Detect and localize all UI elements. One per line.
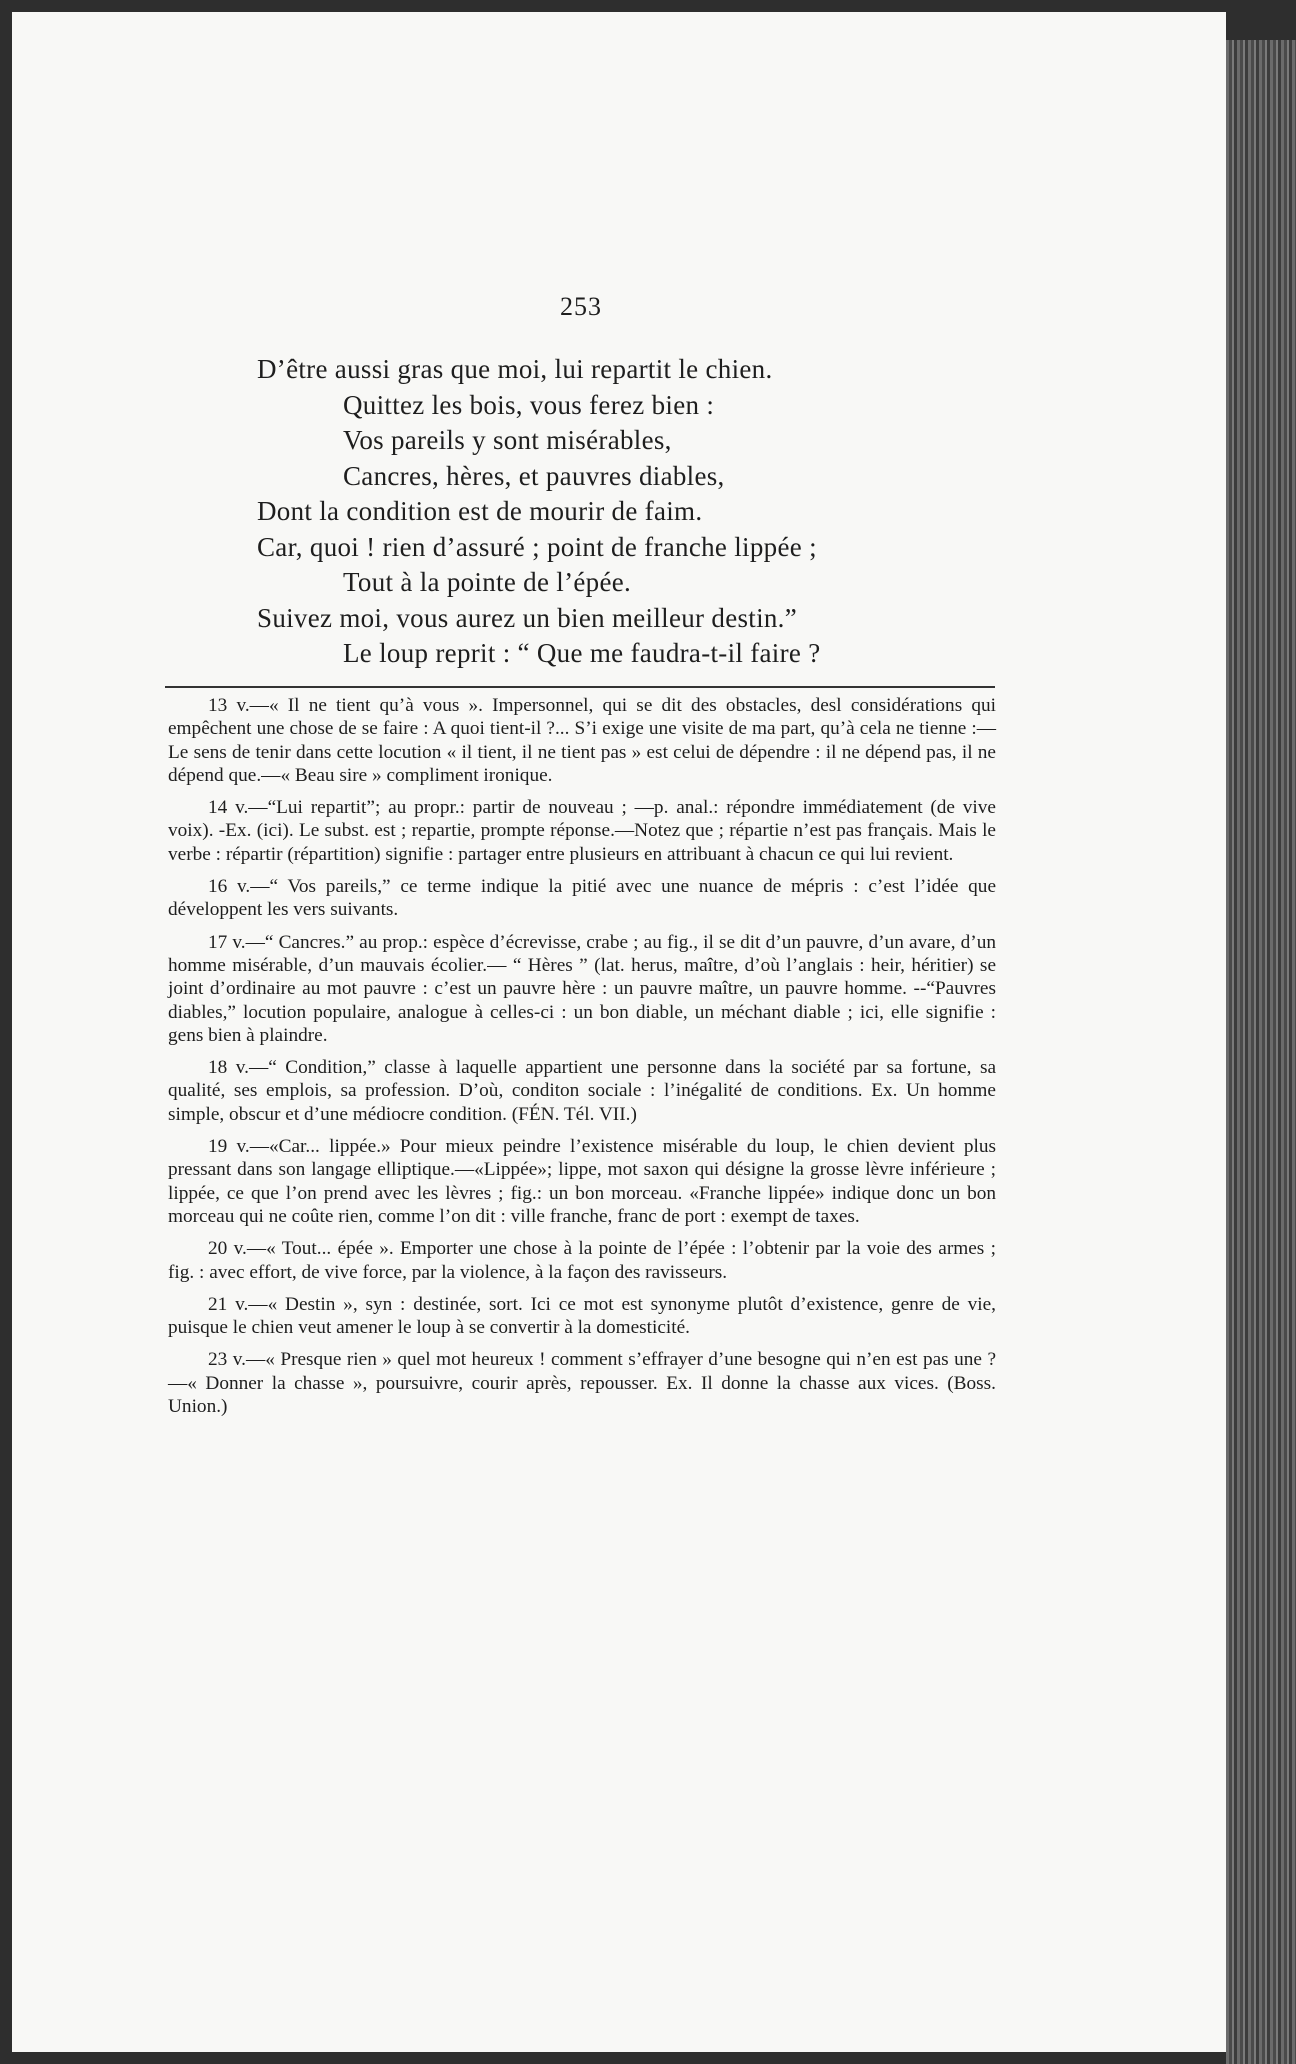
poem-line: Suivez moi, vous aurez un bien meilleur destin.” [257, 602, 798, 633]
footnote: 20 v.—« Tout... épée ». Emporter une chose à la pointe de l’épée : l’obtenir par la voie des armes ; fig. : avec effort, de vive force, par la violence, à la façon des ravisseurs. [168, 1238, 996, 1283]
poem-line: D’être aussi gras que moi, lui repartit le chien. [257, 354, 773, 384]
poem-line: Quittez les bois, vous ferez bien : [343, 389, 715, 420]
footnote: 21 v.—« Destin », syn : destinée, sort. Ici ce mot est synonyme plutôt d’existence, genre de vie, puisque le chien veut amener le loup à se convertir à la domesticité. [168, 1293, 996, 1339]
poem-line: Cancres, hères, et pauvres diables, [343, 460, 725, 491]
poem-line: Tout à la pointe de l’épée. [343, 567, 632, 597]
poem-line: Car, quoi ! rien d’assuré ; point de franche lippée ; [257, 531, 817, 562]
footnote: 16 v.—“ Vos pareils,” ce terme indique la pitié avec une nuance de mépris : c’est l’idée que développent les vers suivants. [168, 876, 996, 921]
footnote: 19 v.—«Car... lippée.» Pour mieux peindre l’existence misérable du loup, le chien devient plus pressant dans son langage elliptique.—«Lippée»; lippe, mot saxon qui désigne la grosse lèvre inférieure ; lippée, ce que l’on prend avec les lèvres ; fig.: un bon morceau. «Franche lippée» indique donc un bon morceau qui ne coûte rien, comme l’on dit : ville franche, franc de port : exempt de taxes. [168, 1136, 996, 1227]
footnote: 23 v.—« Presque rien » quel mot heureux ! comment s’effrayer d’une besogne qui n’en est pas une ?—« Donner la chasse », poursuivre, courir après, repousser. Ex. Il donne la chasse aux vices. (Boss. Union.) [168, 1349, 996, 1418]
footnote: 13 v.—« Il ne tient qu’à vous ». Impersonnel, qui se dit des obstacles, desl considérations qui empêchent une chose de se faire : A quoi tient-il ?... S’i exige une visite de ma part, qu’à cela ne tienne :—Le sens de tenir dans cette locution « il tient, il ne tient pas » est celui de dépendre : il ne dépend pas, il ne dépend que.—« Beau sire » compliment ironique. [168, 695, 996, 786]
page-number: 253 [560, 292, 602, 321]
footnotes [168, 686, 996, 1427]
poem-line: Dont la condition est de mourir de faim. [257, 496, 703, 526]
footnote: 17 v.—“ Cancres.” au prop.: espèce d’écrevisse, crabe ; au fig., il se dit d’un pauvre, d’un avare, d’un homme misérable, d’un mauvais écolier.— “ Hères ” (lat. herus, maître, d’où l’anglais : heir, héritier) se joint d’ordinaire au mot pauvre : c’est un pauvre hère : un pauvre maître, un pauvre homme. --“Pauvres diables,” locution populaire, analogue à celles-ci : un bon diable, un méchant diable ; ici, elle signifie : gens bien à plaindre. [168, 931, 996, 1046]
poem-line: Le loup reprit : “ Que me faudra-t-il faire ? [343, 638, 821, 668]
footnote: 14 v.—“Lui repartit”; au propr.: partir de nouveau ; —p. anal.: répondre immédiatement (de vive voix). -Ex. (ici). Le subst. est ; repartie, prompte réponse.—Notez que ; répartie n’est pas français. Mais le verbe : répartir (répartition) signifie : partager entre plusieurs en attribuant à chacun ce qui lui revient. [168, 797, 996, 865]
poem-verse [257, 352, 1017, 672]
poem-line: Vos pareils y sont misérables, [343, 425, 672, 455]
book-page-edges [1226, 40, 1296, 2064]
footnote: 18 v.—“ Condition,” classe à laquelle appartient une personne dans la société par sa fortune, sa qualité, ses emplois, sa profession. D’où, conditon sociale : l’inégalité de conditions. Ex. Un homme simple, obscur et d’une médiocre condition. (FÉN. Tél. VII.) [168, 1057, 996, 1125]
